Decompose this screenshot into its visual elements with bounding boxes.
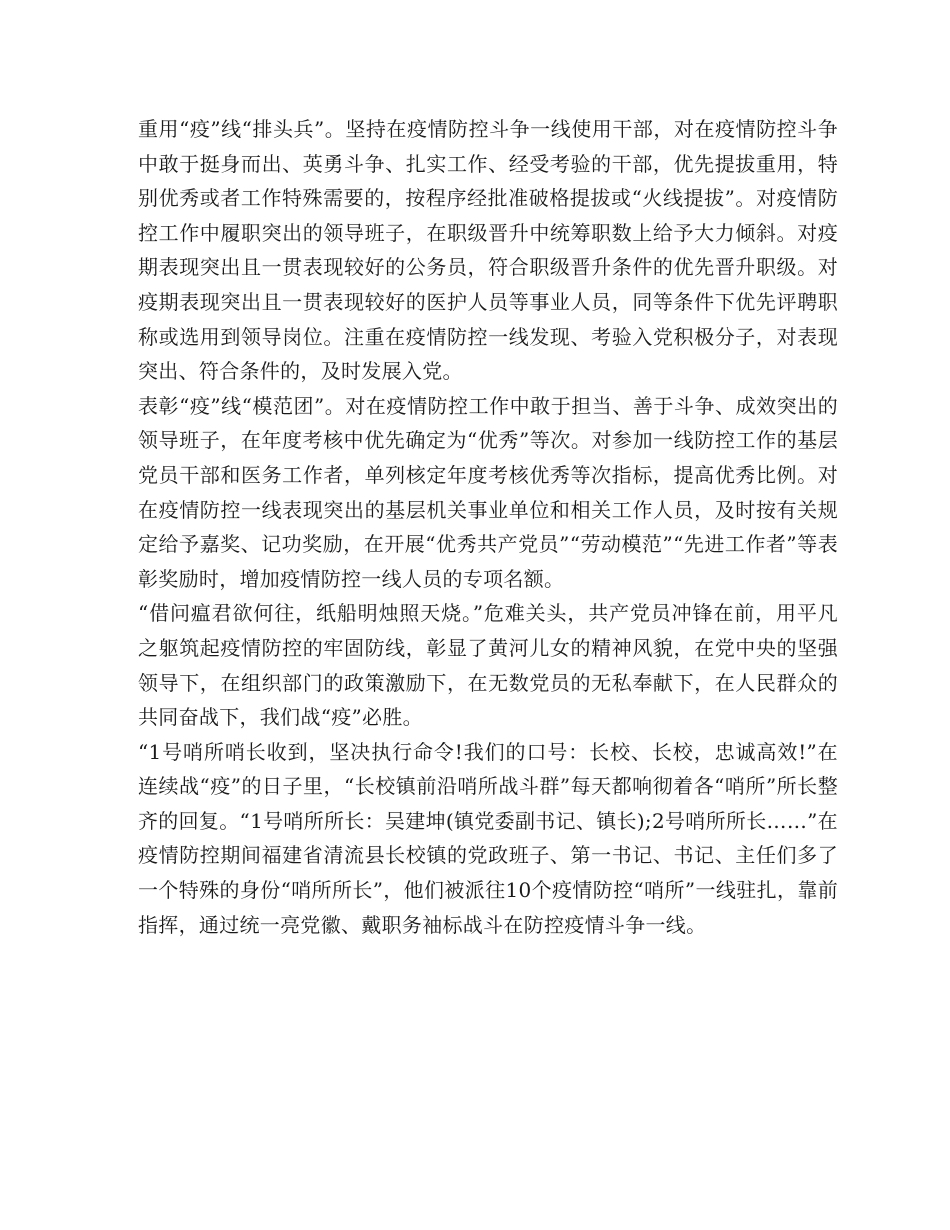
paragraph-sentry-post-chiefs: “1号哨所哨长收到，坚决执行命令!我们的口号：长校、长校，忠诚高效!”在连续战“疫”的日子里，“长校镇前沿哨所战斗群”每天都响彻着各“哨所”所长整齐的回复。“1号哨所所长：吴建坤(镇党委副书记、镇长);2号哨所所长……”在疫情防控期间福建省清流县长校镇的党政班子、第一书记、书记、主任们多了一个特殊的身份“哨所所长”，他们被派往10个疫情防控“哨所”一线驻扎，靠前指挥，通过统一亮党徽、戴职务袖标战斗在防控疫情斗争一线。 (138, 739, 838, 937)
paragraph-commend-model-team: 表彰“疫”线“模范团”。对在疫情防控工作中敢于担当、善于斗争、成效突出的领导班子，在年度考核中优先确定为“优秀”等次。对参加一线防控工作的基层党员干部和医务工作者，单列核定年度考核优秀等次指标，提高优秀比例。对在疫情防控一线表现突出的基层机关事业单位和相关工作人员，及时按有关规定给予嘉奖、记功奖励，在开展“优秀共产党员”“劳动模范”“先进工作者”等表彰奖励时，增加疫情防控一线人员的专项名额。 (138, 393, 838, 591)
paragraph-party-members-frontline: “借问瘟君欲何往，纸船明烛照天烧。”危难关头，共产党员冲锋在前，用平凡之躯筑起疫情防控的牢固防线，彰显了黄河儿女的精神风貌，在党中央的坚强领导下，在组织部门的政策激励下，在无数党员的无私奉献下，在人民群众的共同奋战下，我们战“疫”必胜。 (138, 601, 838, 730)
document-body (138, 112, 838, 942)
paragraph-promote-frontline-cadres: 重用“疫”线“排头兵”。坚持在疫情防控斗争一线使用干部，对在疫情防控斗争中敢于挺身而出、英勇斗争、扎实工作、经受考验的干部，优先提拔重用，特别优秀或者工作特殊需要的，按程序经批准破格提拔或“火线提拔”。对疫情防控工作中履职突出的领导班子，在职级晋升中统筹职数上给予大力倾斜。对疫期表现突出且一贯表现较好的公务员，符合职级晋升条件的优先晋升职级。对疫期表现突出且一贯表现较好的医护人员等事业人员，同等条件下优先评聘职称或选用到领导岗位。注重在疫情防控一线发现、考验入党积极分子，对表现突出、符合条件的，及时发展入党。 (138, 117, 838, 384)
